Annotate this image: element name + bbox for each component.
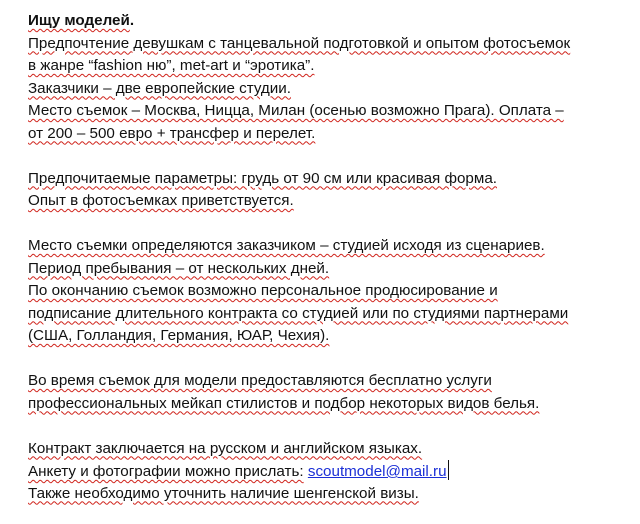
text-line: Контракт заключается на русском и английском языках. (28, 439, 423, 457)
paragraph-gap (28, 415, 628, 438)
text-line: Заказчики – две европейские студии. (28, 79, 291, 97)
paragraph-gap (28, 213, 628, 236)
paragraph-gap (28, 145, 628, 168)
text-line: Период пребывания – от нескольких дней. (28, 259, 330, 277)
text-line: подписание длительного контракта со студией или по студиями партнерами (28, 304, 569, 322)
text-cursor (448, 460, 449, 480)
email-link[interactable]: scoutmodel@mail.ru (307, 463, 447, 480)
text-line: Место съемки определяются заказчиком – студией исходя из сценариев. (28, 237, 545, 254)
text-line: Во время съемок для модели предоставляются бесплатно услуги (28, 372, 492, 389)
text-line: (США, Голландия, Германия, ЮАР, Чехия). (28, 327, 330, 344)
paragraph-gap (28, 348, 628, 371)
text-line: от 200 – 500 евро + трансфер и перелет. (28, 124, 316, 142)
text-line: Предпочтение девушкам с танцевальной подготовкой и опытом фотосъемок (28, 34, 571, 52)
document-title-line (28, 10, 628, 33)
text-line: Также необходимо уточнить наличие шенгенской визы. (28, 484, 419, 502)
text-line: Опыт в фотосъемках приветствуется. (28, 192, 294, 209)
document-body (28, 10, 628, 505)
text-line: По окончанию съемок возможно персональное продюсирование и (28, 282, 498, 299)
contact-prefix: Анкету и фотографии можно прислать: (28, 463, 304, 480)
text-line: Место съемок – Москва, Ницца, Милан (осенью возможно Прага). Оплата – (28, 102, 564, 119)
document-title: Ищу моделей (28, 12, 130, 29)
title-period: . (129, 12, 135, 29)
text-line: в жанре “fashion ню”, met-art и “эротика”. (28, 57, 315, 74)
text-line: профессиональных мейкап стилистов и подбор некоторых видов белья. (28, 394, 540, 412)
contact-line (28, 460, 628, 483)
text-line: Предпочитаемые параметры: грудь от 90 см или красивая форма. (28, 169, 497, 187)
